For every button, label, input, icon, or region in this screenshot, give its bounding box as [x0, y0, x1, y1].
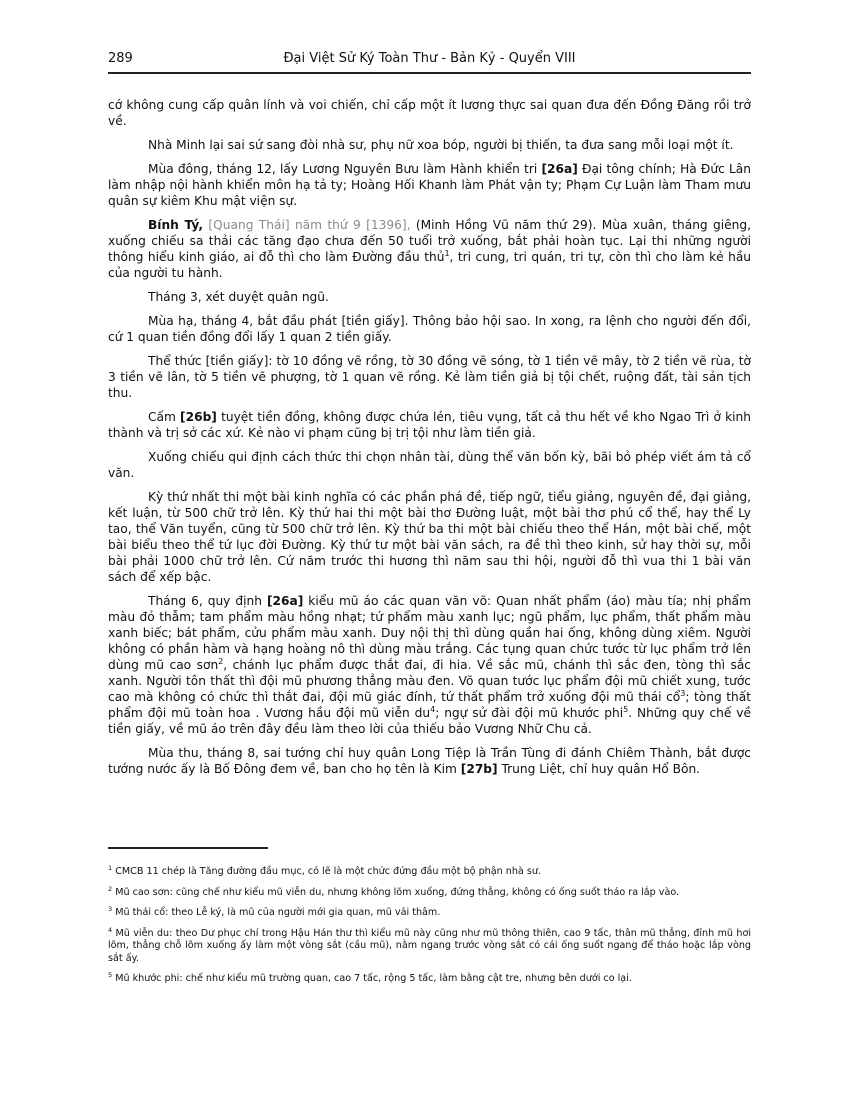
- folio-marker: [26a]: [541, 162, 578, 176]
- paragraph: Tháng 3, xét duyệt quân ngũ.: [148, 290, 329, 304]
- footnote-number: 1: [108, 863, 113, 872]
- footnote-ref[interactable]: 5: [623, 704, 629, 714]
- paragraph: Tháng 6, quy định [26a] kiểu mũ áo các quan văn võ: Quan nhất phẩm (áo) màu tía; nhị phẩm màu đỏ thẫm; tam phẩm màu hồng nhạt; tứ phẩm màu xanh lục; ngũ phẩm, lục phẩm, thất phẩm màu xanh biếc; bát phẩm, cửu phẩm màu xanh. Duy nội thị thì dùng quần hai ống, không dùng xiêm. Người không có phần hàm và hạng hoàng nô thì dùng màu trắng. Các tụng quan chức tước từ lục phẩm trở lên dùng mũ cao sơn$^2$, chánh lục phẩm được thắt đai, đi hia. Về sắc mũ, chánh thì sắc đen, tòng thì sắc xanh. Người tôn thất thì đội mũ phương thẳng màu đen. Võ quan tước lục phẩm đội mũ chiết xung, tước cao mà không có chức thì thắt đai, đội mũ giác đính, tứ thất phẩm trở xuống đội mũ thái cổ$^3$; tòng thất phẩm đội mũ toàn hoa . Vương hầu đội mũ viễn $du^4$; ngự sử đài đội mũ khước phi$^5$. Những quy chế về tiền giấy, về mũ áo trên đây đều làm theo lời của thiếu bảo Vương Nhữ Chu cả.: [108, 594, 751, 736]
- footnote: $^5$ Mũ khước phi: chế như kiểu mũ trường quan, cao 7 tấc, rộng 5 tấc, làm bằng cật tre, nhưng bên dưới co lại.: [108, 970, 632, 984]
- paragraph: Thể thức [tiền giấy]: tờ 10 đồng vẽ rồng, tờ 30 đồng vẽ sóng, tờ 1 tiền vẽ mây, tờ 2 tiền vẽ rùa, tờ 3 tiền vẽ lân, tờ 5 tiền vẽ phượng, tờ 1 quan vẽ rồng. Kẻ làm tiền giả bị tội chết, ruộng đất, tài sản tịch thu.: [108, 354, 751, 400]
- footnote-ref[interactable]: 3: [680, 688, 686, 698]
- footnote: $^2$ Mũ cao sơn: cũng chế như kiểu mũ viễn du, nhưng không lõm xuống, đứng thẳng, không có ống suốt tháo ra lắp vào.: [108, 884, 680, 898]
- reign-year: [Quang Thái] năm thứ 9 [1396],: [203, 218, 411, 232]
- paragraph: Kỳ thứ nhất thi một bài kinh nghĩa có các phần phá đề, tiếp ngữ, tiểu giảng, nguyên đề, đại giảng, kết luận, từ 500 chữ trở lên. Kỳ thứ hai thi một bài thơ Đường luật, một bài thơ phú cổ thể, hay thể Ly tao, thể Văn tuyển, cũng từ 500 chữ trở lên. Kỳ thứ ba thi một bài chiếu theo thể Hán, một bài chế, một bài biểu theo thể tứ lục đời Đường. Kỳ thứ tư một bài văn sách, ra đề thì theo kinh, sử hay thời sự, mỗi bài phải 1000 chữ trở lên. Cứ năm trước thi hương thì năm sau thi hội, người đỗ thì vua thi 1 bài văn sách để xếp bậc.: [108, 490, 751, 584]
- page-number: 289: [108, 51, 133, 66]
- footnotes: [108, 863, 751, 994]
- paragraph: Mùa thu, tháng 8, sai tướng chỉ huy quân Long Tiệp là Trần Tùng đi đánh Chiêm Thành, bắt được tướng nước ấy là Bố Đông đem về, ban cho họ tên là Kim [27b] Trung Liệt, chỉ huy quân Hổ Bôn.: [108, 746, 751, 776]
- paragraph: Mùa hạ, tháng 4, bắt đầu phát [tiền giấy]. Thông bảo hội sao. In xong, ra lệnh cho người đến đổi, cứ 1 quan tiền đồng đổi lấy 1 quan 2 tiền giấy.: [108, 314, 751, 344]
- paragraph: Bính Tý, [Quang Thái] năm thứ 9 [1396], (Minh Hồng Vũ năm thứ 29). Mùa xuân, tháng giêng, xuống chiếu sa thải các tăng đạo chưa đến 50 tuổi trở xuống, bắt phải hoàn tục. Lại thi những người thông hiểu kinh giáo, ai đỗ thì cho làm Đường đầu thủ$^1$, tri cung, tri quán, tri tự, còn thì cho làm kẻ hầu của người tu hành.: [108, 218, 752, 280]
- folio-marker: [27b]: [460, 762, 498, 776]
- footnote-number: 5: [108, 970, 113, 979]
- running-title: Đại Việt Sử Ký Toàn Thư - Bản Kỷ - Quyển VIII: [283, 51, 576, 66]
- footnote-separator: [108, 847, 268, 849]
- folio-marker: [26b]: [180, 410, 217, 424]
- paragraph: Nhà Minh lại sai sứ sang đòi nhà sư, phụ nữ xoa bóp, người bị thiến, ta đưa sang mỗi loại một ít.: [148, 138, 734, 152]
- footnote: $^1$ CMCB 11 chép là Tăng đường đầu mục, có lẽ là một chức đứng đầu một bộ phận nhà sư.: [108, 863, 541, 877]
- footnote-number: 3: [108, 904, 113, 913]
- footnote-number: 2: [108, 884, 113, 893]
- footnote-ref[interactable]: 2: [218, 656, 224, 666]
- paragraph: Xuống chiếu qui định cách thức thi chọn nhân tài, dùng thể văn bốn kỳ, bãi bỏ phép viết ám tả cổ văn.: [108, 450, 751, 480]
- footnote: $^4$ Mũ viễn du: theo Dư phục chí trong Hậu Hán thư thì kiểu mũ này cũng như mũ thông thiên, cao 9 tấc, thân mũ thẳng, đỉnh mũ hơi lõm, thẳng chỗ lõm xuống ấy làm một vòng sắt (cầu mũ), nằm ngang trước vòng sắt có cái ống suốt ngang để tháo hoặc lắp vòng sắt ấy.: [108, 925, 751, 964]
- footnote: $^3$ Mũ thái cổ: theo Lễ ký, là mũ của người mới gia quan, mũ vải thâm.: [108, 904, 441, 918]
- paragraph: Cấm [26b] tuyệt tiền đồng, không được chứa lén, tiêu vụng, tất cả thu hết về kho Ngao Trì ở kinh thành và trị sở các xứ. Kẻ nào vi phạm cũng bị trị tội như làm tiền giả.: [108, 410, 751, 440]
- paragraph: Mùa đông, tháng 12, lấy Lương Nguyên Bưu làm Hành khiển tri [26a] Đại tông chính; Hà Đức Lân làm nhập nội hành khiển môn hạ tả ty; Hoàng Hối Khanh làm Phát vận ty; Phạm Cự Luận làm Tham mưu quân sự kiêm Khu mật viện sự.: [108, 162, 752, 208]
- footnote-ref[interactable]: 4: [430, 704, 436, 714]
- paragraph: cớ không cung cấp quân lính và voi chiến, chỉ cấp một ít lương thực sai quan đưa đến Đồng Đăng rồi trở về.: [108, 98, 751, 128]
- footnote-number: 4: [108, 925, 113, 934]
- footnote-ref[interactable]: 1: [444, 248, 450, 258]
- body-text: [108, 97, 751, 785]
- year-heading: Bính Tý,: [148, 218, 204, 232]
- folio-marker: [26a]: [266, 594, 304, 608]
- header-rule: [108, 72, 751, 74]
